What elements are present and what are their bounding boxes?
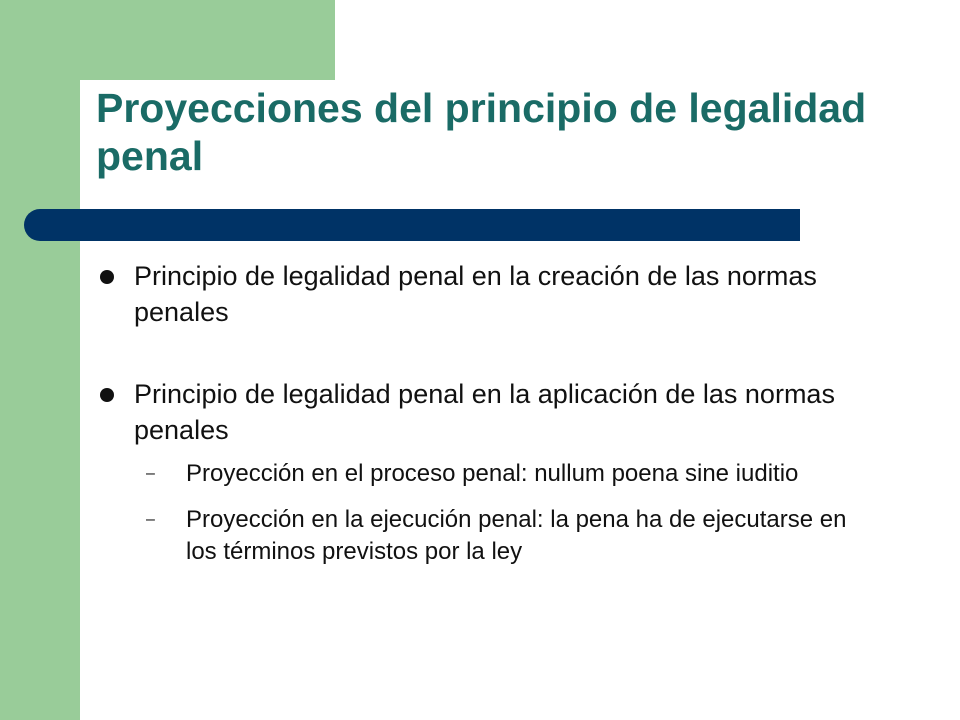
sub-bullet-text: Proyección en el proceso penal: nullum poena sine iuditio — [186, 460, 799, 487]
bullet-item — [100, 376, 870, 568]
title-rule-bar — [24, 209, 800, 241]
slide-title: Proyecciones del principio de legalidad penal — [96, 85, 867, 179]
dash-icon: – — [146, 465, 155, 482]
green-top-panel — [0, 0, 335, 80]
dash-icon: – — [146, 511, 155, 528]
bullet-text: Principio de legalidad penal en la aplicación de las normas penales — [134, 379, 835, 445]
green-side-panel — [0, 0, 80, 720]
bullet-dot-icon — [100, 270, 114, 284]
sub-bullet-text: Proyección en la ejecución penal: la pena ha de ejecutarse en los términos previstos por la ley — [186, 506, 847, 565]
bullet-list — [100, 258, 870, 582]
sub-bullet-item — [146, 504, 870, 568]
bullet-item — [100, 258, 870, 330]
sub-bullet-list — [134, 458, 870, 568]
bullet-text: Principio de legalidad penal en la creación de las normas penales — [134, 261, 817, 327]
sub-bullet-item — [146, 458, 870, 490]
bullet-dot-icon — [100, 388, 114, 402]
